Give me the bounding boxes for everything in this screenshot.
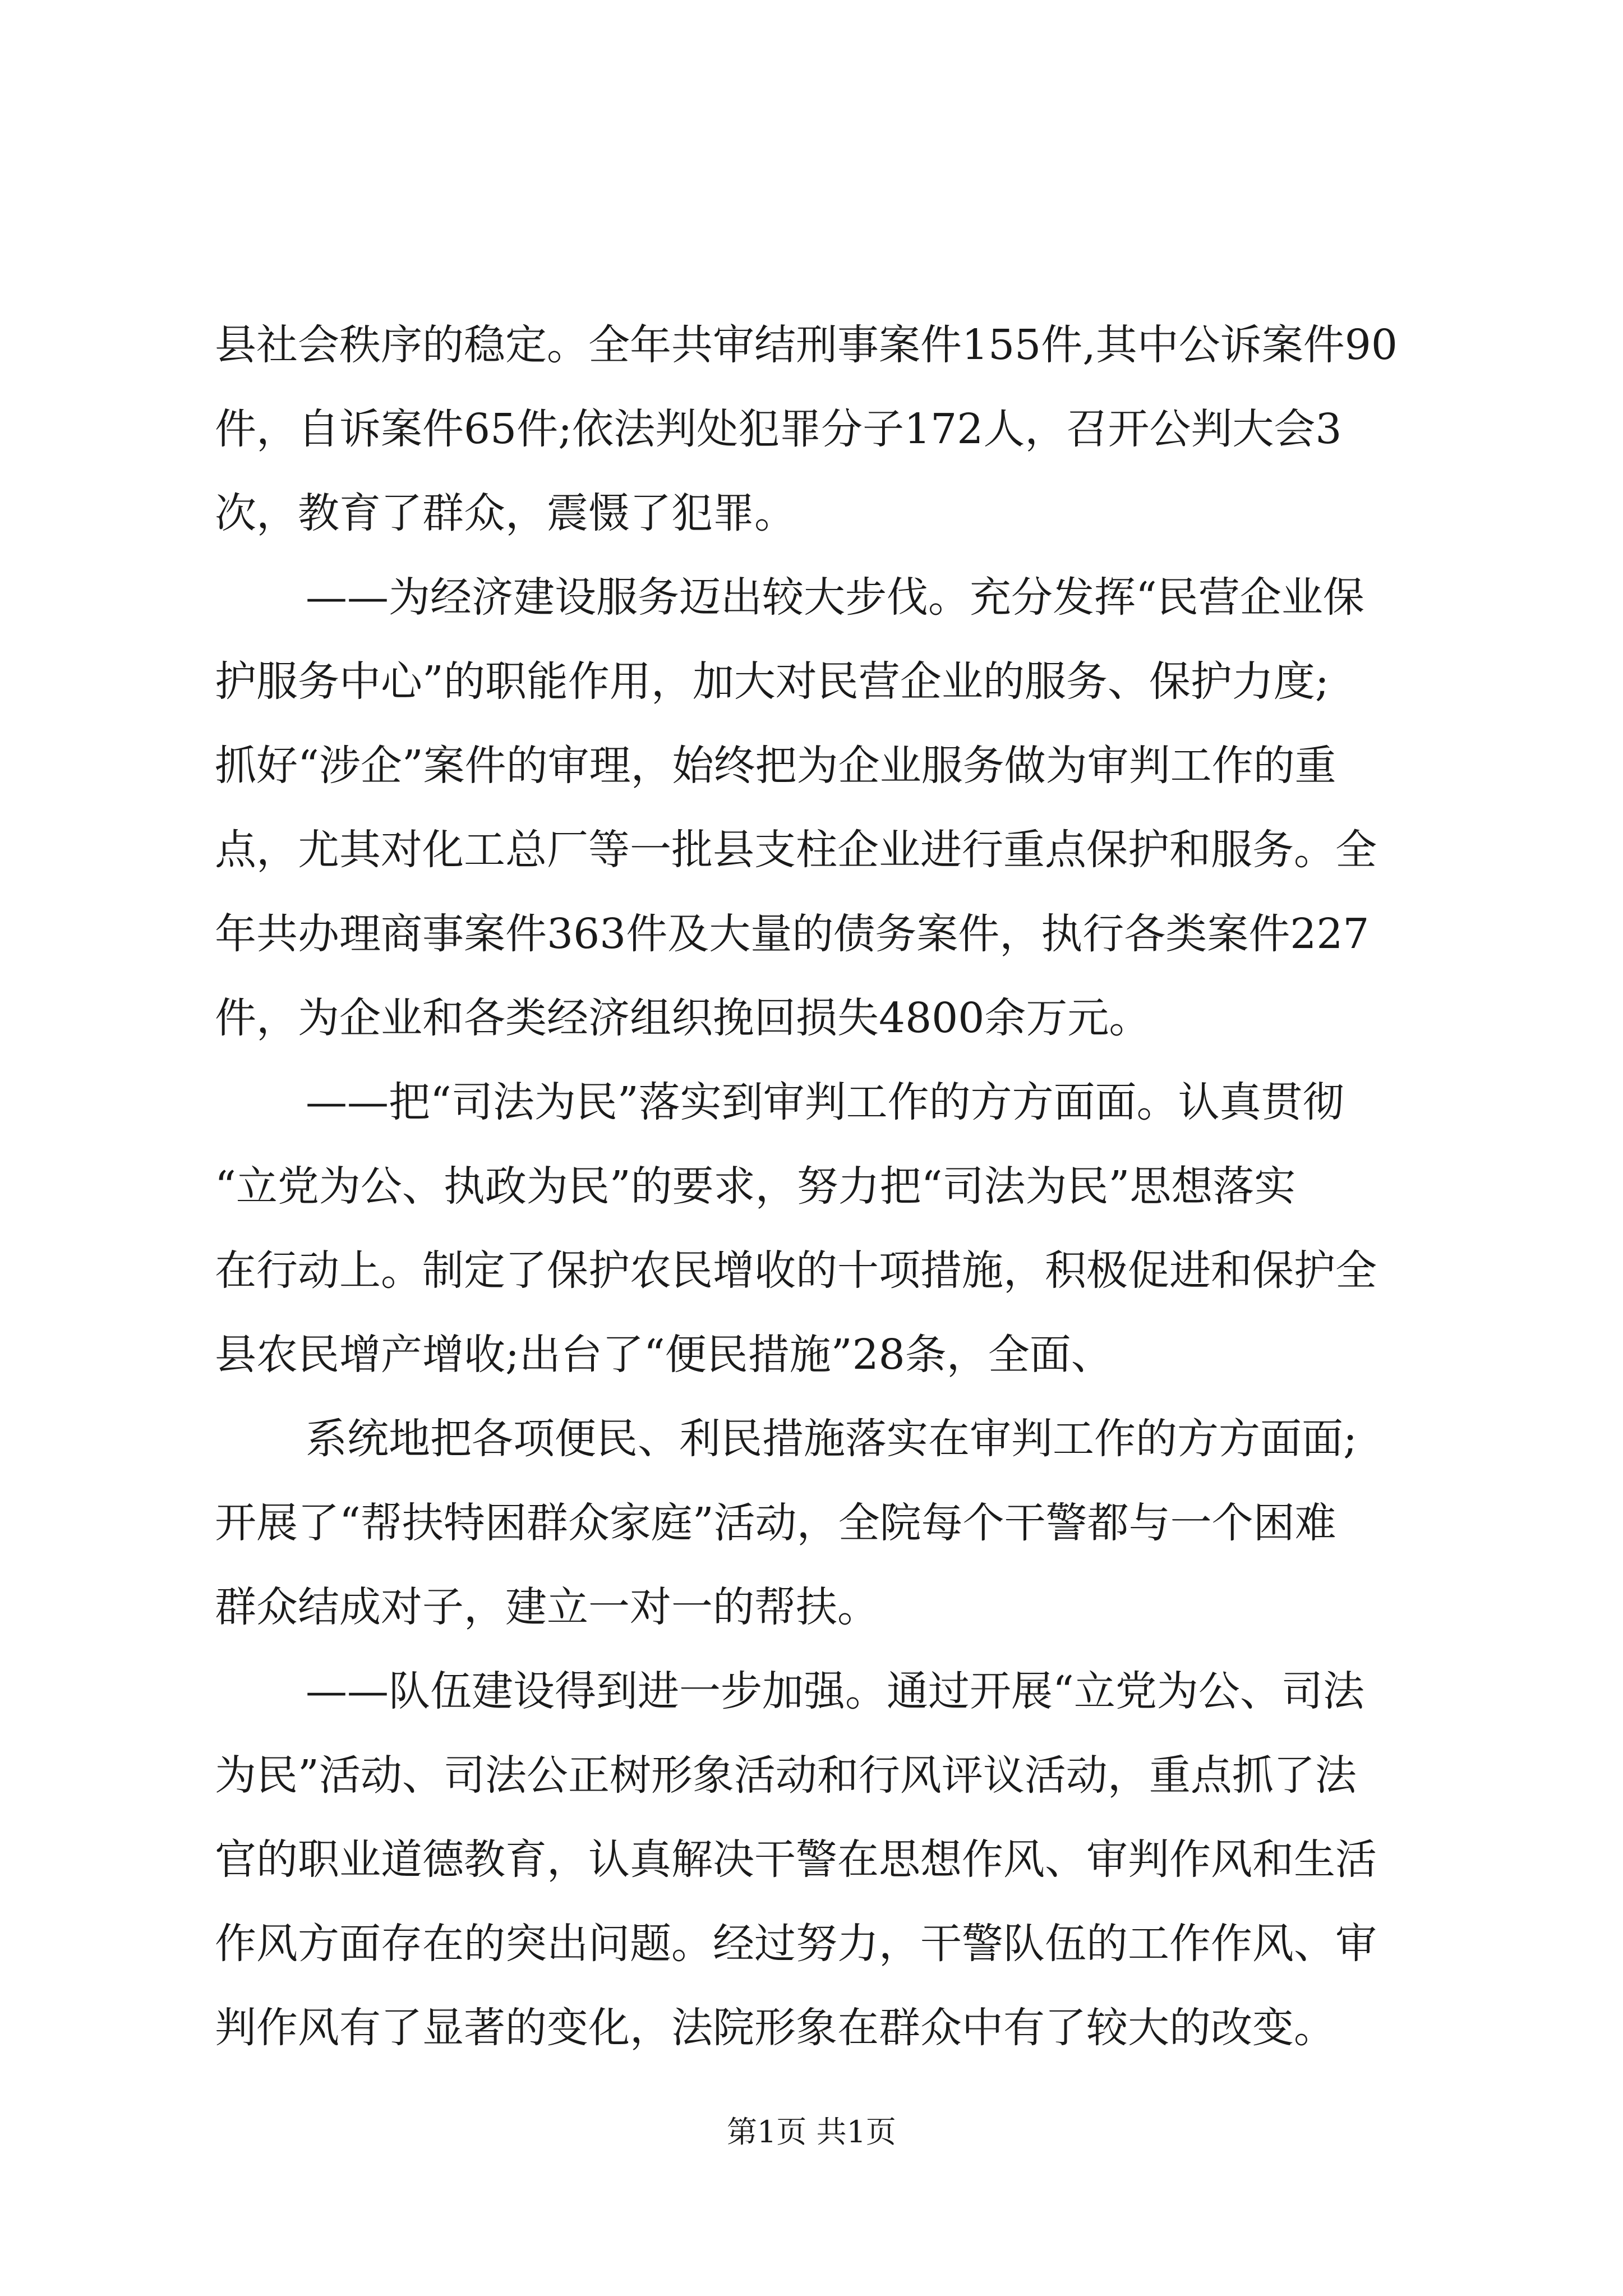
text-line-15: 开展了“帮扶特困群众家庭”活动，全院每个干警都与一个困难 (215, 1499, 1336, 1547)
text-line-14: 系统地把各项便民、利民措施落实在审判工作的方方面面; (306, 1415, 1357, 1463)
text-line-4: ——为经济建设服务迈出较大步伐。充分发挥“民营企业保 (306, 573, 1364, 622)
text-line-11: “立党为公、执政为民”的要求，努力把“司法为民”思想落实 (215, 1162, 1296, 1211)
text-line-5: 护服务中心”的职能作用，加大对民营企业的服务、保护力度; (215, 657, 1329, 706)
text-line-9: 件，为企业和各类经济组织挽回损失4800余万元。 (215, 994, 1151, 1042)
text-line-6: 抓好“涉企”案件的审理，始终把为企业服务做为审判工作的重 (215, 742, 1336, 790)
text-line-8: 年共办理商事案件363件及大量的债务案件，执行各类案件227 (215, 910, 1370, 958)
text-line-17: ——队伍建设得到进一步加强。通过开展“立党为公、司法 (306, 1667, 1364, 1715)
text-line-20: 作风方面存在的突出问题。经过努力，干警队伍的工作作风、审 (215, 1920, 1377, 1968)
text-line-18: 为民”活动、司法公正树形象活动和行风评议活动，重点抓了法 (215, 1751, 1357, 1800)
text-line-2: 件，自诉案件65件;依法判处犯罪分子172人，召开公判大会3 (215, 405, 1342, 453)
text-line-21: 判作风有了显著的变化，法院形象在群众中有了较大的改变。 (215, 2004, 1335, 2052)
text-line-10: ——把“司法为民”落实到审判工作的方方面面。认真贯彻 (306, 1078, 1344, 1126)
text-line-1: 县社会秩序的稳定。全年共审结刑事案件155件,其中公诉案件90 (215, 321, 1398, 369)
text-line-7: 点，尤其对化工总厂等一批县支柱企业进行重点保护和服务。全 (215, 826, 1377, 874)
page-footer: 第1页 共1页 (727, 2114, 896, 2150)
text-line-12: 在行动上。制定了保护农民增收的十项措施，积极促进和保护全 (215, 1246, 1377, 1295)
text-line-13: 县农民增产增收;出台了“便民措施”28条，全面、 (215, 1331, 1113, 1379)
text-line-16: 群众结成对子，建立一对一的帮扶。 (215, 1583, 879, 1631)
text-line-3: 次，教育了群众，震慑了犯罪。 (215, 489, 796, 537)
text-line-19: 官的职业道德教育，认真解决干警在思想作风、审判作风和生活 (215, 1835, 1377, 1884)
